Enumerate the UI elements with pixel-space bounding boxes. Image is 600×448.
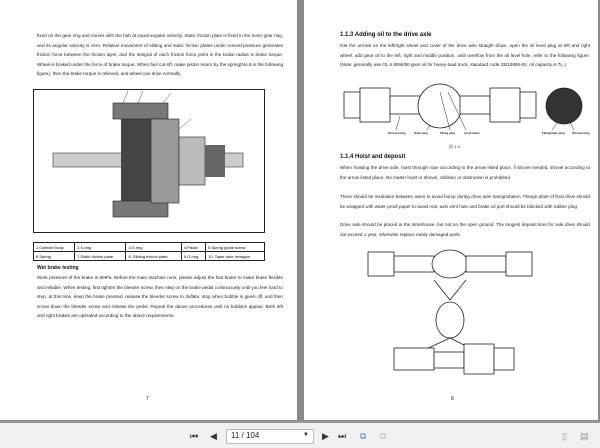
table-cell: 5.Spring guide screw [206,243,265,252]
body-paragraph: Get the arrows on the left/right wheel and cover of the drive axle straight down, open the oil level plug at left and right wheel, add gear oil to the left, right and middle position, until overflow from the oil level hole, refer to the following figure. (Note: generally use GL-5 85W/90 gear oil for heavy-load truck, standard code GB13895-92, oil capacity is 7L.) [340,43,590,68]
table-cell: 3.X-ring [126,243,181,252]
page-value: 11 / 104 [231,431,260,440]
page-number: 7 [146,396,149,402]
single-page-view-icon[interactable]: ▯ [562,431,567,441]
table-cell: 7.Static friction plate [75,252,126,261]
figure-label: Air breather [464,131,480,135]
figure-caption: 图 1-4 [449,144,460,149]
page-copy-icon[interactable]: ⧉ [360,431,367,441]
table-cell: 6.Spring [34,252,75,261]
hoisting-figure [364,240,564,390]
continuous-view-icon[interactable]: ▤ [580,431,589,441]
body-paragraph: Drive axle should be placed in the storehouse, but not on the open ground. The longest deposit time for axle drive should not exceed 1 year, otherwise replace easily damaged parts. [340,222,590,237]
section-heading: 1.1.3 Adding oil to the drive axle [340,32,432,38]
section-heading: 1.1.4 Hoist and deposit [340,154,406,160]
page-number-input[interactable] [226,429,314,444]
drive-axle-figure [340,82,590,134]
page-paste-icon[interactable]: ⧉ [380,431,387,441]
next-page-button[interactable]: ▶ [322,431,329,441]
figure-label: Oil level plug [572,131,590,135]
navigation-toolbar [0,421,600,448]
chevron-down-icon[interactable]: ▼ [303,432,309,438]
body-paragraph: fixed on the gear ring and moves with the hub at equal angular velocity. Static friction plate is fixed in the inner gear ring, and its angular velocity is zero. Relative movement of sliding and static friction plates under normal pressure generates friction force between the friction layer, and the integral of each friction force point in the brake radius is brake torque. Wheel is braked under the force of brake torque. When fuel cut-off, make piston return by the spring(No.6 in the following figure), then the brake torque is relieved, and wheel can drive normally. [37,33,283,77]
parts-table [33,242,265,261]
body-paragraph: Work pressure of the brake is 8MPa. Before the main machine runs, please adjust the foot brake to make brake flexible and reliable. When testing, first tighten the bleeder screw, then step on the brake pedal continuously until you feel hard to step, at this time, keep the brake pressed, release the bleeder screw to deflate, stop when bubble is given off, and then screw down the bleeder screw and release the pedal. Repeat the above procedures until no bubbles appear. Both left and right brakes are operated according to the above requirements. [37,275,283,319]
left-page [0,0,297,420]
table-cell: 4.Piston [181,243,205,252]
figure-label: Filling plug [440,131,455,135]
first-page-button[interactable]: ⏮ [190,431,199,441]
table-cell: 10. Taper tube hexagon [206,252,265,261]
table-cell: 2.X-ring [75,243,126,252]
figure-label: Oil level plug [388,131,406,135]
right-page [304,0,598,420]
brake-cross-section-figure [33,89,265,233]
body-paragraph: When hoisting the drive axle, hoist through rope according to the arrow listed place, if shovel needed, shovel according to the arrow listed place. No matter hoist or shovel, collision or obstrusion is prohibited. [340,165,590,180]
table-cell: 1.Cylinder body [34,243,75,252]
page-number: 8 [451,396,454,402]
section-heading: Wet brake testing [37,265,79,271]
body-paragraph: There should be insulation between axles to avoid bump during drive axle transportation. Flange plate of final drive should be wrapped with water proof paper to avoid rust, axle vent hole and brake oil port should be blocked with rubber plug [340,194,590,209]
previous-page-button[interactable]: ◀ [210,431,217,441]
last-page-button[interactable]: ⏭ [338,431,347,441]
figure-label: Filling/drain plug [542,131,565,135]
table-cell: 9.O-ring [181,252,205,261]
figure-label: Drain plug [414,131,428,135]
table-cell: 8. Sliding friction plate [126,252,181,261]
